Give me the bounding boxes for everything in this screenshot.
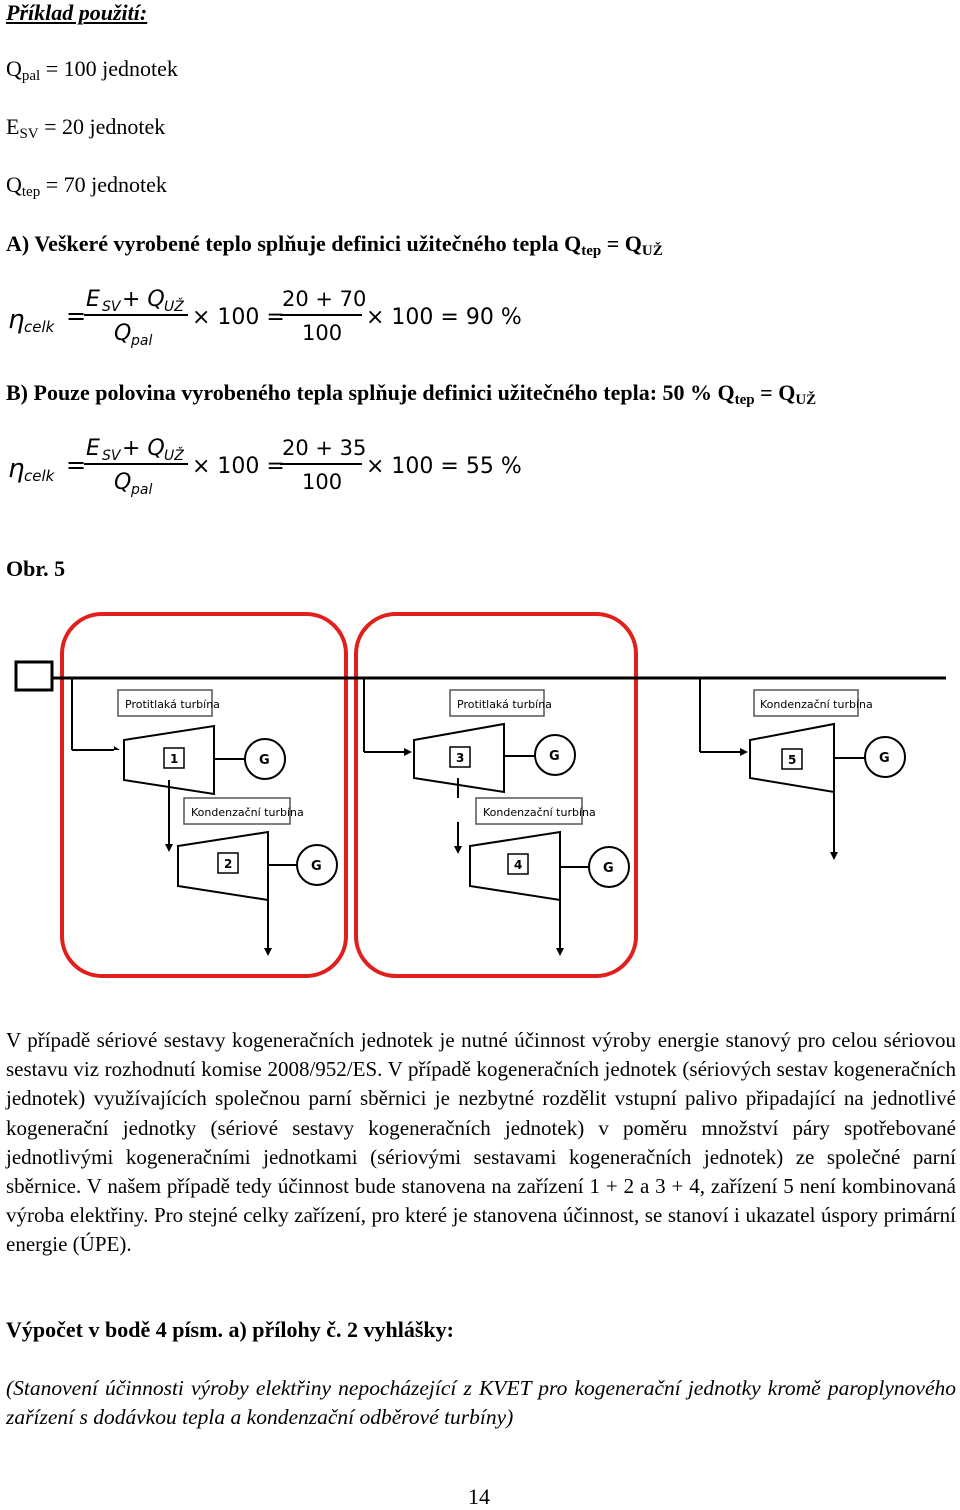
label-box-3-text: Protitlaká turbína <box>457 698 552 711</box>
label-box-4-text: Kondenzační turbína <box>483 806 596 819</box>
paragraph-part-1: V případě sériové sestavy kogeneračních jednotek je nutné účinnost výroby energie stanový pro celou sériovou sestavu viz rozhodnutí komise 2008/952/ES. V případě kogeneračních jednotek (sériových sestav kogeneračních jednotek) využívajících společnou parní sběrnici je nezbytné rozdělit vstupní palivo připadající na jednotlivé kogenerační jednotky (sériové sestavy kogeneračních jednotek) v poměru množství páry spotřebované jednotlivými kogeneračními jednotkami (sériovými sestavami kogeneračních jednotek) ze společné parní sběrnice. <box>6 1028 956 1199</box>
numeric-numerator: 20 + 35 <box>282 436 367 460</box>
numerator-q: + Q <box>122 287 165 312</box>
numerator-e: E <box>86 436 100 461</box>
generator-4-label: G <box>603 861 614 876</box>
generator-1-label: G <box>259 753 270 768</box>
turbine-2-number: 2 <box>224 857 233 871</box>
denominator-q-sub: pal <box>131 482 153 498</box>
numerator-e: E <box>86 287 100 312</box>
formula-result: × 100 = 55 % <box>366 454 522 479</box>
boiler-box <box>16 662 52 690</box>
turbine-5-number: 5 <box>788 753 797 767</box>
cogeneration-diagram <box>0 600 960 990</box>
page-number: 14 <box>468 1484 490 1509</box>
numerator-q-sub: UŽ <box>164 448 184 464</box>
equals-sign: = <box>66 451 87 479</box>
paragraph-part-2: V našem případě tedy účinnost bude stanovena na zařízení 1 + 2 a 3 + 4, zařízení 5 není kombinovaná výroba elektřiny. Pro stejné celky zařízení, pro které je stanovena účinnost, se stanoví i ukazatel úspory primární energie (ÚPE). <box>6 1174 956 1257</box>
denominator-q: Q <box>114 321 132 346</box>
italic-note: (Stanovení účinnosti výroby elektřiny nepocházející z KVET pro kogenerační jednotky kromě paroplynového zařízení s dodávkou tepla a kondenzační odběrové turbíny) <box>6 1376 956 1430</box>
numeric-numerator: 20 + 70 <box>282 287 367 311</box>
turbine-1-number: 1 <box>170 752 179 766</box>
body-paragraph <box>6 1026 956 1260</box>
case-a-heading: A) Veškeré vyrobené teplo splňuje definici užitečného tepla $Q_{tep} = Q_{UŽ}$ <box>6 231 663 259</box>
group-1-2-outline <box>62 614 346 976</box>
turbine-3-number: 3 <box>456 751 465 765</box>
figure-label: Obr. 5 <box>6 556 66 581</box>
formula-b <box>4 431 544 511</box>
numeric-denominator: 100 <box>302 470 343 494</box>
denominator-q: Q <box>114 470 132 495</box>
numeric-denominator: 100 <box>302 321 343 345</box>
numerator-e-sub: SV <box>102 448 121 464</box>
label-box-2-text: Kondenzační turbína <box>191 806 304 819</box>
eta-symbol: η <box>8 305 25 335</box>
numerator-e-sub: SV <box>102 299 121 315</box>
case-b-heading: B) Pouze polovina vyrobeného tepla splňuje definici užitečného tepla: 50 % $Q_{tep} = Q_{UŽ}$ <box>6 380 817 408</box>
formula-a <box>4 282 544 362</box>
given-qtep: $Q_{tep} = 70$ jednotek <box>6 172 167 200</box>
example-heading: Příklad použití: <box>6 0 148 25</box>
group-3-4-outline <box>356 614 636 976</box>
generator-3-label: G <box>549 749 560 764</box>
numerator-q-sub: UŽ <box>164 299 184 315</box>
turbine-4-number: 4 <box>514 858 523 872</box>
equals-sign: = <box>66 302 87 330</box>
times-100: × 100 = <box>192 305 285 330</box>
formula-result: × 100 = 90 % <box>366 305 522 330</box>
label-box-5-text: Kondenzační turbína <box>760 698 873 711</box>
denominator-q-sub: pal <box>131 333 153 349</box>
generator-5-label: G <box>879 751 890 766</box>
eta-subscript: celk <box>24 318 55 336</box>
eta-subscript: celk <box>24 467 55 485</box>
calculation-heading: Výpočet v bodě 4 písm. a) přílohy č. 2 vyhlášky: <box>6 1317 454 1342</box>
times-100: × 100 = <box>192 454 285 479</box>
generator-2-label: G <box>311 859 322 874</box>
numerator-q: + Q <box>122 436 165 461</box>
given-qpal: $Q_{pal} = 100$ jednotek <box>6 56 178 84</box>
eta-symbol: η <box>8 454 25 484</box>
given-esv: $E_{SV} = 20$ jednotek <box>6 114 166 142</box>
label-box-1-text: Protitlaká turbína <box>125 698 220 711</box>
